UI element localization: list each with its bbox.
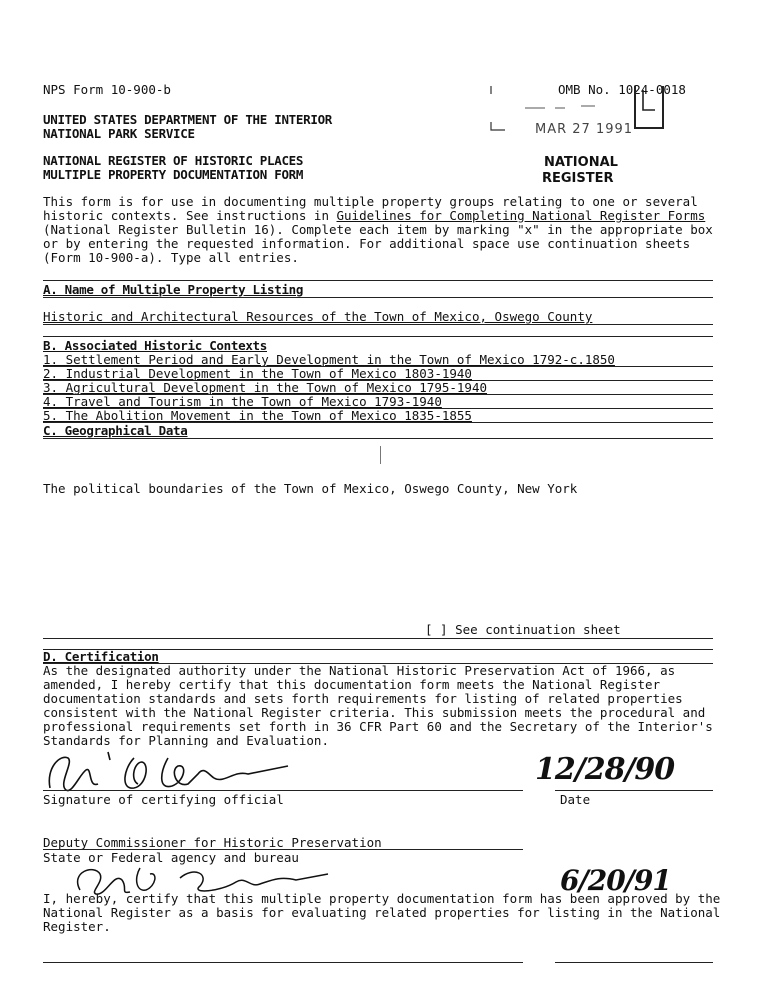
intro-paragraph (43, 195, 723, 265)
rule-c-bottom (43, 638, 713, 639)
multiple-property-name: Historic and Architectural Resources of the Town of Mexico, Oswego County (43, 309, 593, 324)
approval-text: I, hereby, certify that this multiple property documentation form has been approved by the National Register as a basis for evaluating related properties for listing in the National Register. (43, 891, 721, 934)
intro-text-after: (National Register Bulletin 16). Complete each item by marking "x" in the appropriate box or by entering the requested information. For additional space use continuation sheets (Form 10-900-a). Type all entries. (43, 222, 713, 265)
context-item-4: 4. Travel and Tourism in the Town of Mexico 1793-1940 (43, 394, 442, 409)
stamp-register: REGISTER (542, 171, 614, 186)
official-title: Deputy Commissioner for Historic Preservation (43, 835, 382, 850)
section-b-heading: B. Associated Historic Contexts (43, 338, 267, 353)
received-date: MAR 27 1991 (535, 122, 634, 137)
signature-label: Signature of certifying official (43, 792, 284, 807)
signature-line-1 (43, 790, 523, 791)
context-item-3: 3. Agricultural Development in the Town of Mexico 1795-1940 (43, 380, 488, 395)
rule-b-top (43, 336, 713, 337)
section-c-heading: C. Geographical Data (43, 423, 188, 438)
continuation-checkbox-label: [ ] See continuation sheet (425, 622, 621, 637)
context-item-5: 5. The Abolition Movement in the Town of Mexico 1835-1855 (43, 408, 472, 423)
form-title-1: NATIONAL REGISTER OF HISTORIC PLACES (43, 153, 304, 168)
intro-text-before: This form is for use in documenting multiple property groups relating to one or several historic contexts. See instructions in (43, 194, 698, 223)
received-stamp (485, 80, 675, 140)
rule-a-bottom (43, 324, 713, 325)
handwritten-date-1: 12/28/90 (535, 752, 675, 787)
keeper-signature-line (43, 962, 523, 963)
rule-c-top (43, 438, 713, 439)
stamp-national: NATIONAL (544, 155, 618, 170)
certification-text: As the designated authority under the National Historic Preservation Act of 1966, as amended, I hereby certify that this documentation form meets the National Register documentation standards and sets forth requirements for listing of related properties consistent with the National Register criteria. This submission meets the procedural and professional requirements set forth in 36 CFR Part 60 and the Secretary of the Interior's Standards for Planning and Evaluation. (43, 663, 713, 748)
rule-a-mid (43, 297, 713, 298)
geographical-data: The political boundaries of the Town of Mexico, Oswego County, New York (43, 481, 578, 496)
date-line-1 (555, 790, 713, 791)
section-a-heading: A. Name of Multiple Property Listing (43, 282, 304, 297)
dept-line-1: UNITED STATES DEPARTMENT OF THE INTERIOR (43, 112, 333, 127)
omb-number: OMB No. 1024-0018 (558, 82, 686, 97)
dept-line-2: NATIONAL PARK SERVICE (43, 126, 195, 141)
form-number: NPS Form 10-900-b (43, 82, 171, 97)
rule-a-top (43, 280, 713, 281)
bureau-label: State or Federal agency and bureau (43, 850, 299, 865)
handwritten-date-2: 6/20/91 (560, 864, 671, 897)
section-d-heading: D. Certification (43, 649, 159, 664)
form-title-2: MULTIPLE PROPERTY DOCUMENTATION FORM (43, 167, 304, 182)
guidelines-link: Guidelines for Completing National Register Forms (336, 208, 706, 223)
keeper-date-line (555, 962, 713, 963)
context-item-1: 1. Settlement Period and Early Development in the Town of Mexico 1792-c.1850 (43, 352, 615, 367)
date-label: Date (560, 792, 591, 807)
scan-mark (380, 446, 381, 464)
context-item-2: 2. Industrial Development in the Town of Mexico 1803-1940 (43, 366, 472, 381)
